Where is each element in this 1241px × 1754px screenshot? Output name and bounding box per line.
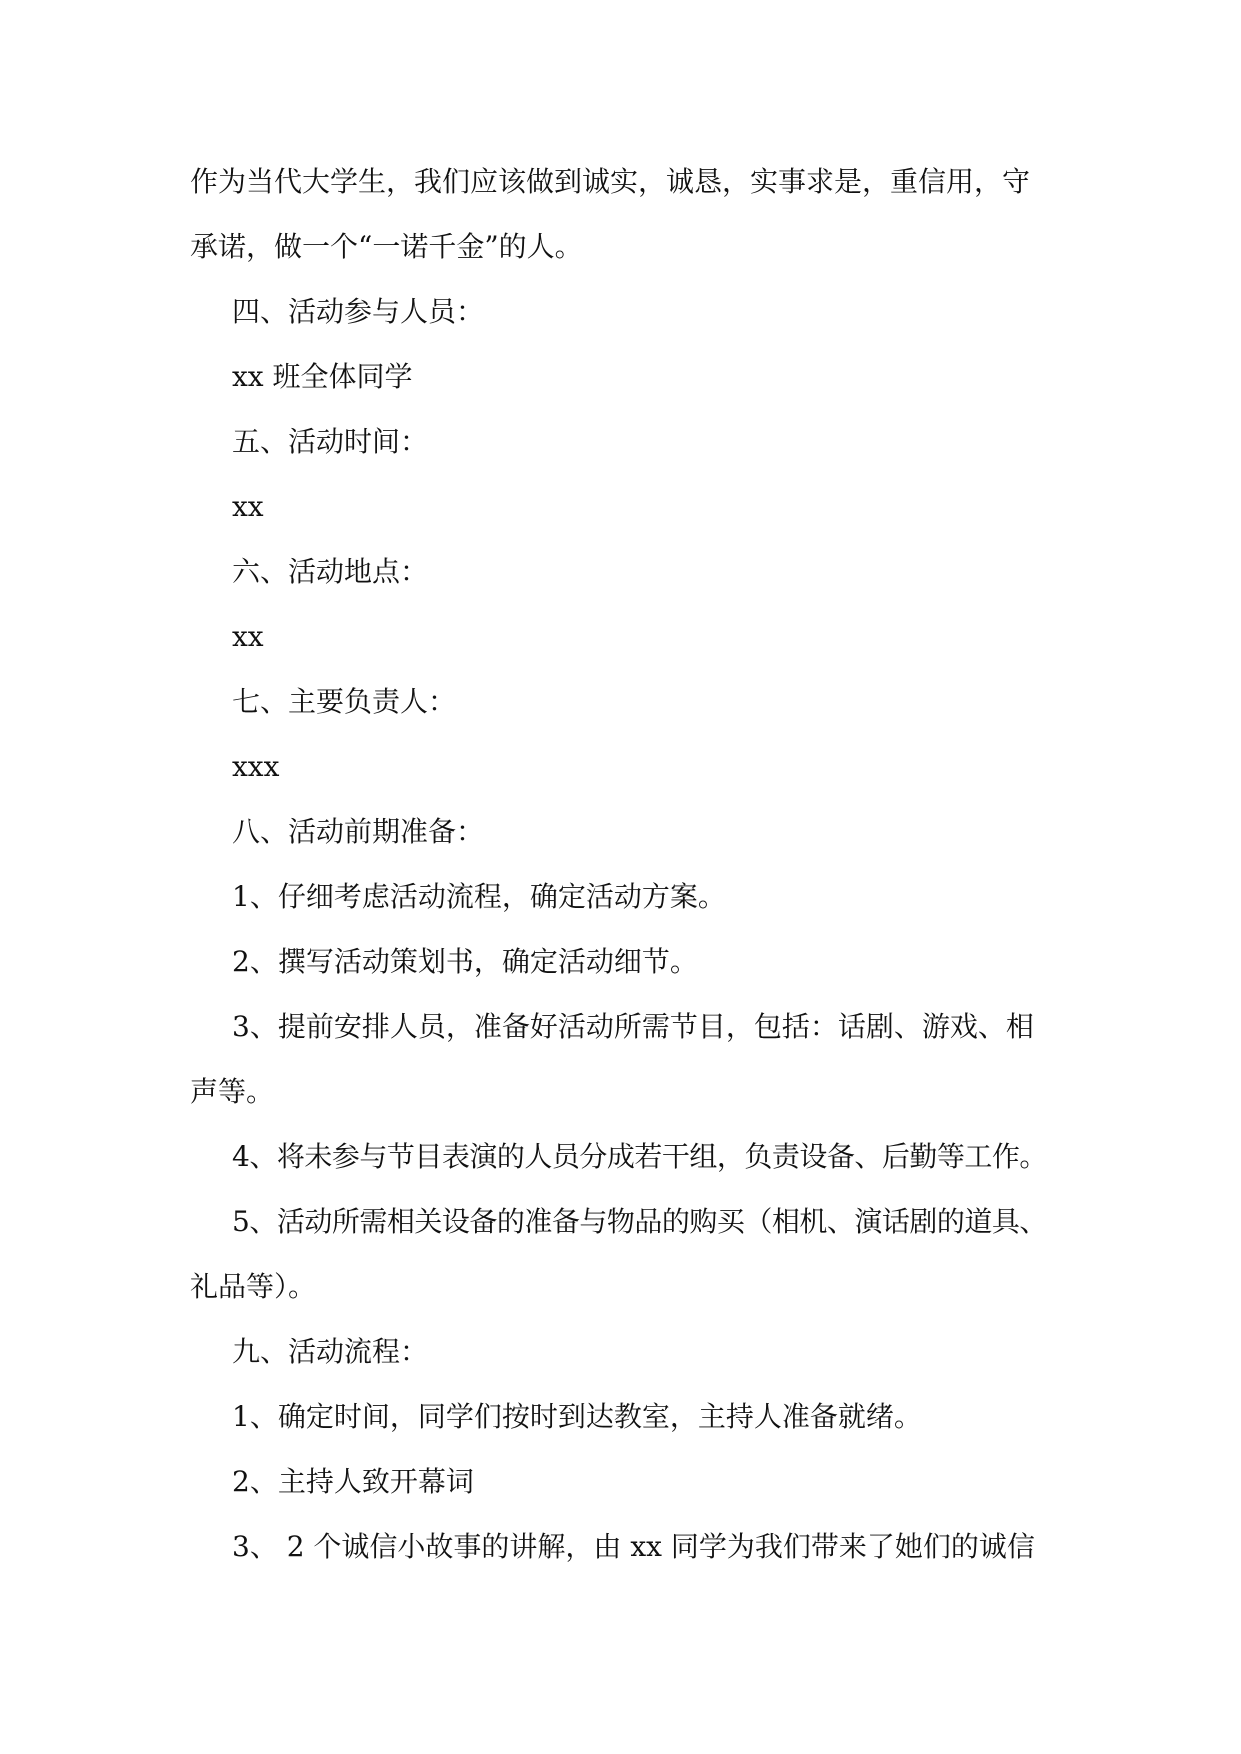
section-4-heading: 四、活动参与人员： [232,295,485,328]
section-9-heading: 九、活动流程： [232,1335,429,1368]
section-5-content: xx [232,490,264,523]
section-9-item-3: 3、 2 个诚信小故事的讲解，由 xx 同学为我们带来了她们的诚信 [232,1530,1035,1563]
section-7-content: xxx [232,750,280,783]
section-6-heading: 六、活动地点： [232,555,429,588]
section-8-item-1: 1、仔细考虑活动流程，确定活动方案。 [232,880,726,913]
section-8-item-2: 2、撰写活动策划书，确定活动细节。 [232,945,698,978]
section-8-item-5-line-2: 礼品等）。 [190,1270,317,1303]
section-7-heading: 七、主要负责人： [232,685,457,718]
section-9-item-1: 1、确定时间，同学们按时到达教室，主持人准备就绪。 [232,1400,922,1433]
section-5-heading: 五、活动时间： [232,425,429,458]
section-8-item-5-line-1: 5、活动所需相关设备的准备与物品的购买（相机、演话剧的道具、 [232,1205,1047,1238]
section-8-item-4: 4、将未参与节目表演的人员分成若干组，负责设备、后勤等工作。 [232,1140,1047,1173]
section-4-content: xx 班全体同学 [232,360,413,393]
section-9-item-2: 2、主持人致开幕词 [232,1465,474,1498]
section-6-content: xx [232,620,264,653]
section-8-heading: 八、活动前期准备： [232,815,485,848]
section-8-item-3-line-2: 声等。 [190,1075,275,1108]
section-8-item-3-line-1: 3、提前安排人员，准备好活动所需节目，包括：话剧、游戏、相 [232,1010,1034,1043]
intro-line-1: 作为当代大学生，我们应该做到诚实，诚恳，实事求是，重信用，守 [190,165,1031,198]
intro-line-2: 承诺，做一个“一诺千金”的人。 [190,230,583,263]
